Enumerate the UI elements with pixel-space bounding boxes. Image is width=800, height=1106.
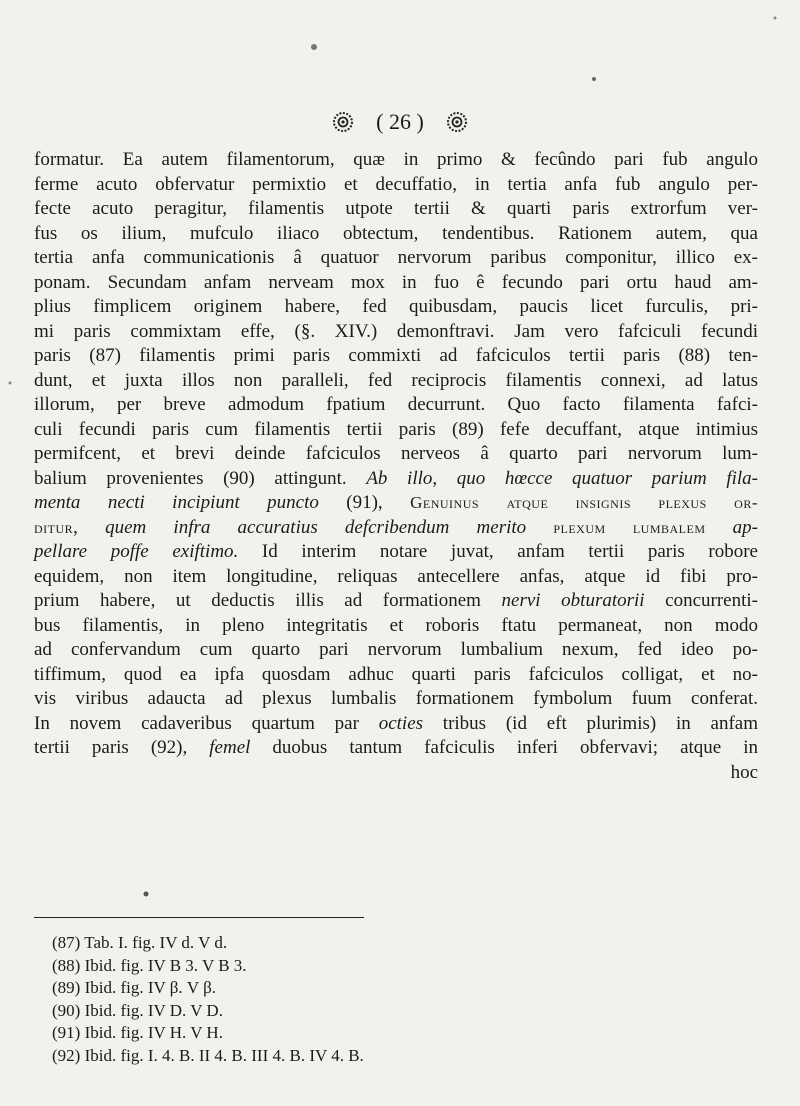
footnote: (87) Tab. I. fig. IV d. V d. bbox=[52, 933, 228, 952]
italic-segment: quem infra accuratius defcribendum merito bbox=[105, 516, 527, 538]
text-segment bbox=[706, 517, 733, 538]
text-line bbox=[34, 516, 758, 541]
small-caps-segment: plexum lumbalem bbox=[553, 517, 706, 537]
text-line: permifcent, et brevi deinde fafciculos nerveos â quarto pari nervorum lum- bbox=[34, 443, 758, 464]
text-line bbox=[34, 712, 758, 737]
text-line bbox=[34, 589, 758, 614]
text-segment: prium habere, ut deductis illis ad formationem bbox=[34, 590, 502, 611]
text-segment: (91), bbox=[318, 492, 411, 513]
text-segment: tribus (id eft plurimis) in anfam bbox=[423, 712, 758, 734]
text-line: tiffimum, quod ea ipfa quosdam adhuc quarti paris fafciculos colligat, et no- bbox=[34, 663, 758, 685]
italic-segment: pellare poffe exiftimo. bbox=[34, 541, 239, 562]
catchword: hoc bbox=[730, 761, 758, 783]
footnote: (90) Ibid. fig. IV D. V D. bbox=[52, 1000, 223, 1020]
text-line: plius fimplicem originem habere, fed quibusdam, paucis licet furculis, pri- bbox=[34, 296, 758, 317]
text-segment: concurrenti- bbox=[644, 590, 759, 611]
text-line: equidem, non item longitudine, reliquas antecellere anfas, atque id fibi pro- bbox=[34, 565, 758, 587]
text-line: vis viribus adaucta ad plexus lumbalis formationem fymbolum fuum conferat. bbox=[34, 688, 758, 709]
italic-segment: menta necti incipiunt puncto bbox=[34, 492, 319, 513]
footnote-rule bbox=[34, 917, 364, 918]
small-caps-segment: ditur bbox=[34, 517, 74, 537]
text-line: paris (87) filamentis primi paris commixti ad fafciculos tertii paris (88) ten- bbox=[34, 345, 758, 366]
page-header bbox=[0, 104, 800, 140]
text-line: illorum, per breve admodum fpatium decurrunt. Quo facto filamenta fafci- bbox=[34, 394, 758, 415]
text-line: fecte acuto peragitur, filamentis utpote tertii & quarti paris extrorfum ver- bbox=[34, 198, 758, 219]
text-line: ad confervandum cum quarto pari nervorum lumbalium nexum, fed ideo po- bbox=[34, 639, 758, 660]
text-line: fus os ilium, mufculo iliaco obtectum, tendentibus. Rationem autem, qua bbox=[34, 222, 758, 244]
text-line bbox=[34, 467, 758, 492]
text-line: mi paris commixtam effe, (§. XIV.) demonftravi. Jam vero fafciculi fecundi bbox=[34, 320, 758, 342]
text-line bbox=[34, 540, 758, 565]
text-segment: duobus tantum fafciculis inferi obfervavi; atque in bbox=[250, 737, 759, 758]
text-line: culi fecundi paris cum filamentis tertii paris (89) fefe decuffant, atque intimius bbox=[34, 418, 758, 440]
text-segment: balium provenientes (90) attingunt. bbox=[34, 467, 347, 489]
small-caps-segment: Genuinus atque insignis plexus or- bbox=[410, 493, 759, 512]
page-number: ( 26 ) bbox=[376, 109, 424, 134]
flower-ornament-icon bbox=[446, 111, 468, 133]
text-segment: , bbox=[73, 516, 106, 538]
text-segment: Id interim notare juvat, anfam tertii paris robore bbox=[238, 541, 758, 562]
footnote: (88) Ibid. fig. IV B 3. V B 3. bbox=[52, 955, 247, 975]
text-line bbox=[34, 491, 758, 516]
italic-segment: ap- bbox=[732, 516, 758, 538]
italic-segment: nervi obturatorii bbox=[501, 590, 645, 611]
text-line: formatur. Ea autem filamentorum, quæ in primo & fecûndo pari fub angulo bbox=[34, 149, 758, 170]
text-line bbox=[34, 736, 758, 761]
footnotes bbox=[52, 932, 552, 1067]
text-line: dunt, et juxta illos non paralleli, fed reciprocis filamentis connexi, ad latus bbox=[34, 369, 758, 391]
flower-ornament-icon bbox=[332, 111, 354, 133]
italic-segment: Ab illo, quo hœcce quatuor parium fila- bbox=[366, 467, 758, 489]
body-text bbox=[34, 148, 758, 785]
text-line: ferme acuto obfervatur permixtio et decuffatio, in tertia anfa fub angulo per- bbox=[34, 173, 758, 195]
text-segment bbox=[526, 517, 553, 538]
italic-segment: octies bbox=[378, 712, 424, 734]
text-line: bus filamentis, in pleno integritatis et roboris ftatu permaneat, non modo bbox=[34, 614, 758, 636]
text-segment: In novem cadaveribus quartum par bbox=[34, 712, 379, 734]
footnote: (89) Ibid. fig. IV β. V β. bbox=[52, 978, 216, 997]
italic-segment: femel bbox=[209, 737, 251, 758]
footnote: (92) Ibid. fig. I. 4. B. II 4. B. III 4. B. IV 4. B. bbox=[52, 1045, 364, 1065]
text-segment: tertii paris (92), bbox=[34, 737, 210, 758]
text-line: ponam. Secundam anfam nerveam mox in fuo ê fecundo pari ortu haud am- bbox=[34, 271, 758, 293]
footnote: (91) Ibid. fig. IV H. V H. bbox=[52, 1023, 223, 1042]
text-line: tertia anfa communicationis â quatuor nervorum paribus componitur, illico ex- bbox=[34, 247, 758, 268]
